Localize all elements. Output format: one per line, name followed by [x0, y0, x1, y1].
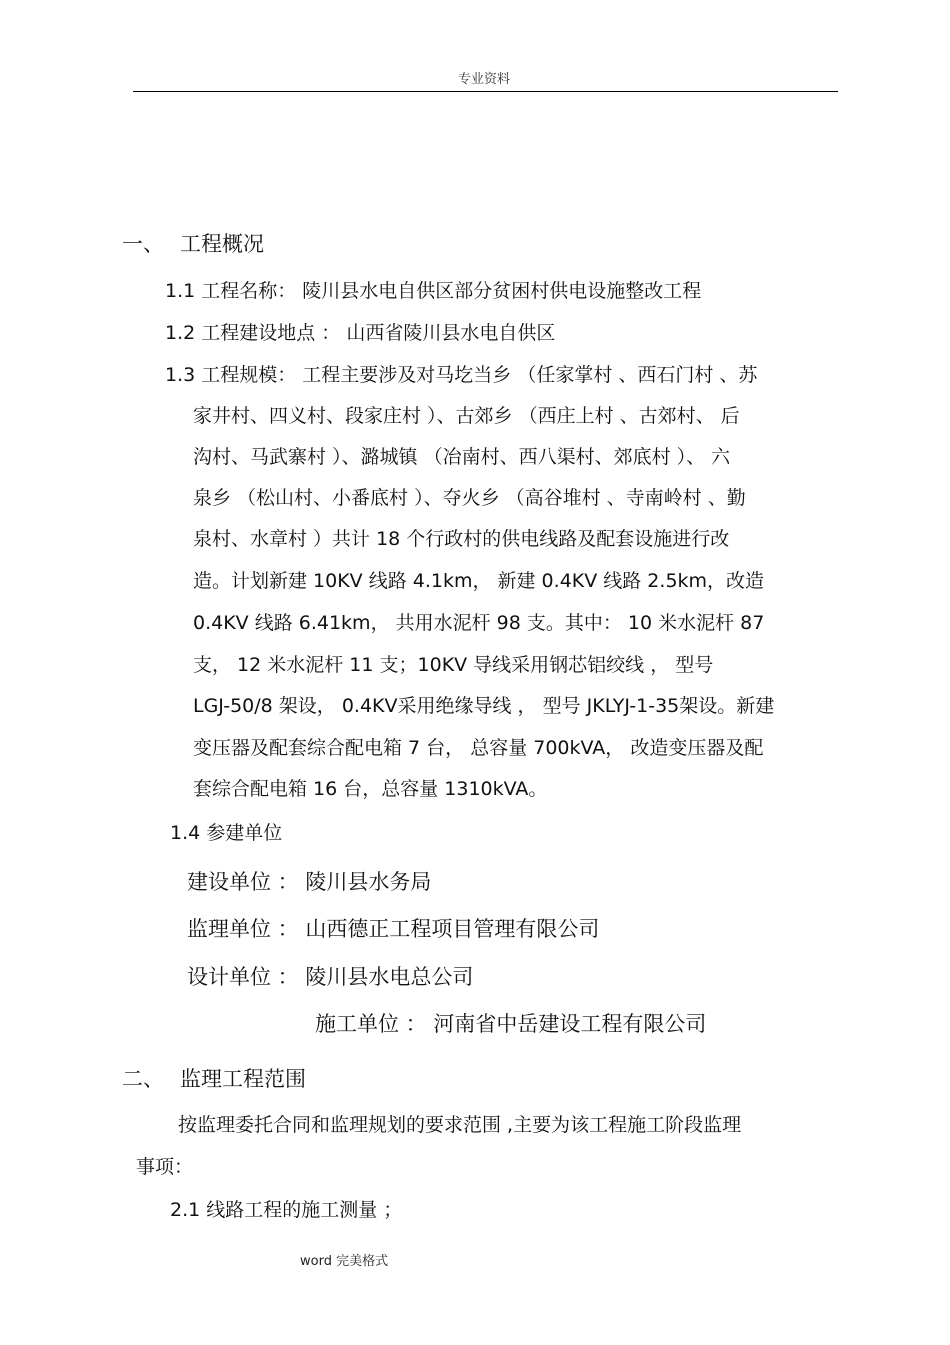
- org-supervision-unit: 监理单位 ： 山西德正工程项目管理有限公司: [187, 917, 600, 941]
- page-footer: word 完美格式: [300, 1254, 389, 1269]
- org-contractor-unit: 施工单位 ： 河南省中岳建设工程有限公司: [315, 1012, 707, 1036]
- org-design-unit: 设计单位 ： 陵川县水电总公司: [187, 965, 474, 989]
- section-2-number: 二、: [122, 1067, 164, 1091]
- item-1-3-line-1: 1.3 工程规模： 工程主要涉及对马圪当乡 （任家掌村 、西石门村 、苏: [165, 364, 758, 386]
- item-1-4: 1.4 参建单位: [170, 822, 283, 844]
- page-header: 专业资料: [458, 72, 511, 87]
- section-2-paragraph-line-2: 事项：: [136, 1156, 194, 1178]
- section-1-title: 工程概况: [180, 232, 264, 256]
- item-1-3-line-10: 变压器及配套综合配电箱 7 台， 总容量 700kVA， 改造变压器及配: [193, 737, 764, 759]
- item-1-3-line-6: 造。计划新建 10KV 线路 4.1km， 新建 0.4KV 线路 2.5km，改造: [193, 570, 765, 592]
- item-1-1: 1.1 工程名称： 陵川县水电自供区部分贫困村供电设施整改工程: [165, 280, 702, 302]
- item-1-3-line-4: 泉乡 （松山村、小番底村 ）、夺火乡 （高谷堆村 、寺南岭村 、勤: [193, 487, 746, 509]
- header-divider: [133, 91, 838, 92]
- item-1-3-line-9: LGJ-50/8 架设， 0.4KV采用绝缘导线 ， 型号 JKLYJ-1-35架设。新建: [193, 695, 775, 717]
- item-1-3-line-8: 支， 12 米水泥杆 11 支；10KV 导线采用钢芯铝绞线 ， 型号: [193, 654, 714, 676]
- org-construction-unit: 建设单位 ： 陵川县水务局: [187, 870, 432, 894]
- section-2-paragraph-line-1: 按监理委托合同和监理规划的要求范围 ,主要为该工程施工阶段监理: [178, 1114, 742, 1136]
- item-1-3-line-5: 泉村、水章村 ）共计 18 个行政村的供电线路及配套设施进行改: [193, 528, 730, 550]
- section-2-title: 监理工程范围: [180, 1067, 306, 1091]
- item-1-2: 1.2 工程建设地点 ： 山西省陵川县水电自供区: [165, 322, 556, 344]
- item-1-3-line-7: 0.4KV 线路 6.41km， 共用水泥杆 98 支。其中： 10 米水泥杆 87: [193, 612, 765, 634]
- section-1-number: 一、: [122, 232, 164, 256]
- item-1-3-line-11: 套综合配电箱 16 台，总容量 1310kVA。: [193, 778, 548, 800]
- item-1-3-line-2: 家井村、四义村、段家庄村 ）、古郊乡 （西庄上村 、古郊村、 后: [193, 405, 740, 427]
- item-2-1: 2.1 线路工程的施工测量 ；: [170, 1199, 403, 1221]
- item-1-3-line-3: 沟村、马武寨村 ）、潞城镇 （冶南村、西八渠村、郊底村 ）、 六: [193, 446, 731, 468]
